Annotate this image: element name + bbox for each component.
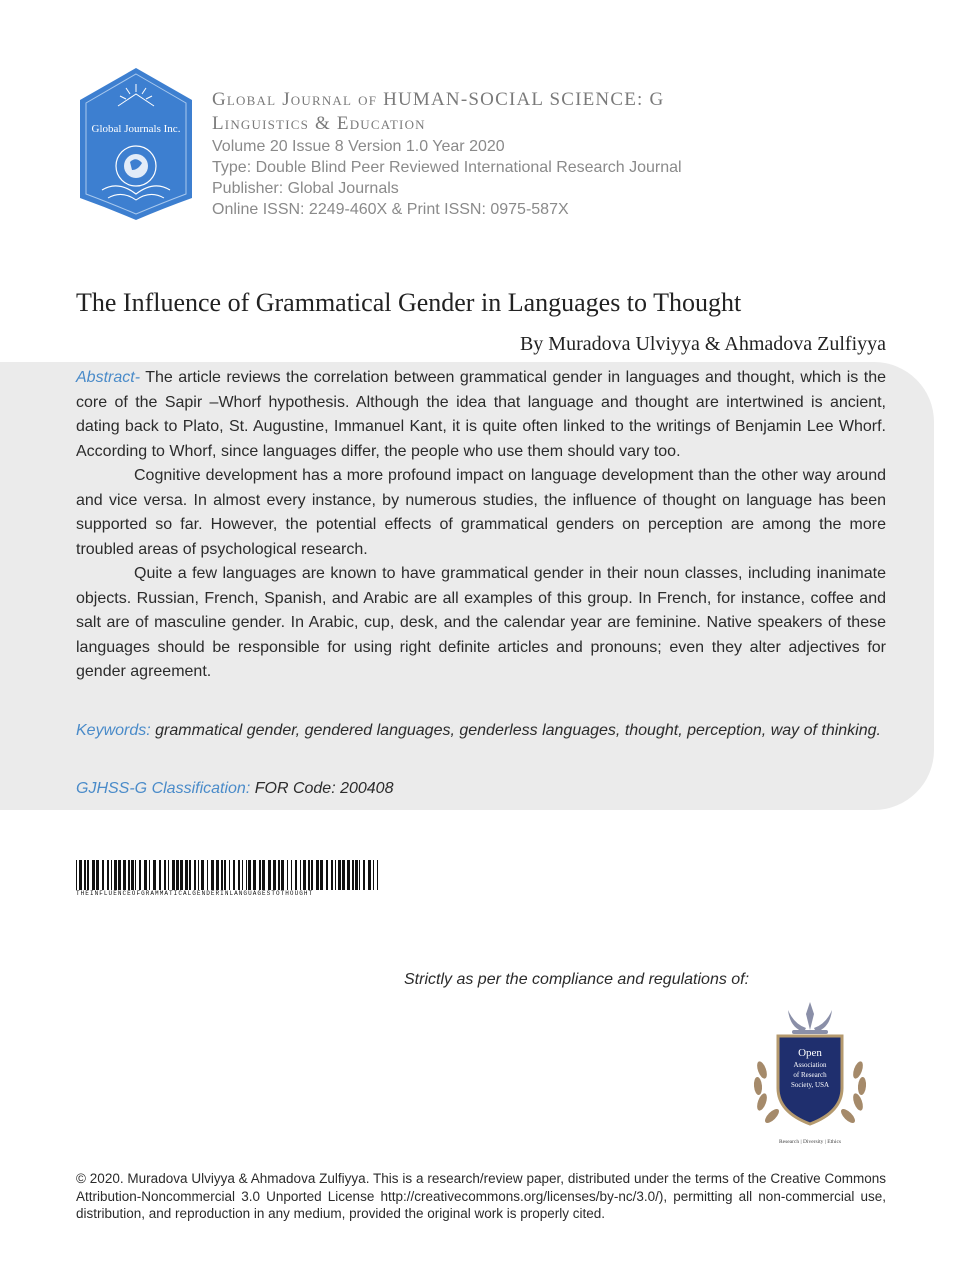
barcode-bar [338, 860, 341, 890]
abstract-paragraph-3: Quite a few languages are known to have grammatical gender in their noun classes, including inanimate objects. Russian, French, Spanish, and Arabic are all examples of this group. In French, for instance, coffee and salt are of masculine gender. In Arabic, cup, desk, and the calendar year are feminine. Native speakers of these languages should be responsible for using right definite articles and pronouns; even they alter adjectives for gender agreement. [76, 565, 886, 680]
barcode-bar [233, 860, 235, 890]
barcode-bar [359, 860, 360, 890]
license-statement: © 2020. Muradova Ulviyya & Ahmadova Zulfiyya. This is a research/review paper, distributed under the terms of the Creative Commons Attribution-Noncommercial 3.0 Unported License http://creativecommons.org/licenses/by-nc/3.0/), permitting all non-commercial use, distribution, and reproduction in any medium, provided the original work is properly cited. [76, 1171, 886, 1221]
barcode-bar [311, 860, 313, 890]
classification-text: FOR Code: 200408 [254, 780, 394, 797]
barcode-bar [242, 860, 243, 890]
barcode-bar [281, 860, 284, 890]
barcode-bar [102, 860, 104, 890]
oars-logo [748, 1000, 872, 1150]
barcode-bar [84, 860, 86, 890]
barcode-bar [189, 860, 191, 890]
journal-info [212, 88, 772, 220]
barcode-bar [128, 860, 130, 890]
barcode-bar [316, 860, 319, 890]
barcode-bar [118, 860, 121, 890]
barcode-bar [180, 860, 183, 890]
barcode-bar [253, 860, 256, 890]
barcode-bar [207, 860, 208, 890]
barcode-bar [76, 860, 77, 890]
barcode-bar [331, 860, 333, 890]
classification [76, 777, 393, 801]
barcode-bar [248, 860, 251, 890]
abstract-paragraph-2: Cognitive development has a more profound impact on language development than the other way around and vice versa. In almost every instance, by numerous studies, the influence of thought on language has been supported so far. However, the potential effects of grammatical genders on perception are among the more troubled areas of psychological research. [76, 467, 886, 558]
barcode-bar [194, 860, 196, 890]
barcode-bar [273, 860, 276, 890]
abstract-paragraph-1 [76, 366, 886, 464]
journal-volume: Volume 20 Issue 8 Version 1.0 Year 2020 [212, 138, 505, 155]
barcode-bar [176, 860, 179, 890]
svg-text:Open: Open [798, 1047, 822, 1059]
barcode-bar [159, 860, 161, 890]
keywords [76, 719, 886, 743]
keywords-label: Keywords: [76, 722, 151, 739]
barcode-bar [342, 860, 345, 890]
barcode-bar [363, 860, 365, 890]
barcode-bar [368, 860, 371, 890]
barcode-bar [79, 860, 82, 890]
barcode-bar [224, 860, 226, 890]
barcode-bar [153, 860, 156, 890]
barcode-bar [259, 860, 261, 890]
barcode-bar [320, 860, 323, 890]
barcode-bar [92, 860, 95, 890]
barcode-bar [335, 860, 336, 890]
barcode-bar [185, 860, 188, 890]
barcode [76, 860, 378, 890]
abstract-text-1: The article reviews the correlation between grammatical gender in languages and thought, which is the core of the Sapir –Whorf hypothesis. Although the idea that language and thought are intertwined is ancient, dating back to Plato, St. Augustine, Immanuel Kant, it is quite often linked to the writings of Benjamin Lee Whorf. According to Whorf, since languages differ, the people who use them should vary too. [76, 369, 886, 460]
barcode-bar [123, 860, 126, 890]
barcode-bar [149, 860, 150, 890]
svg-text:of Research: of Research [793, 1071, 827, 1079]
journal-issn: Online ISSN: 2249-460X & Print ISSN: 0975-587X [212, 201, 569, 218]
barcode-bar [144, 860, 147, 890]
barcode-bar [262, 860, 265, 890]
barcode-text: THEINFLUENCEOFGRAMMATICALGENDERINLANGUAGESTOTHOUGHT [76, 890, 314, 897]
classification-label: GJHSS-G Classification: [76, 780, 251, 797]
journal-name: Global Journal of HUMAN-SOCIAL SCIENCE: G [212, 89, 665, 110]
journal-type: Type: Double Blind Peer Reviewed International Research Journal [212, 159, 682, 176]
svg-text:Association: Association [793, 1061, 827, 1069]
barcode-bar [300, 860, 301, 890]
barcode-bar [164, 860, 166, 890]
barcode-bar [201, 860, 204, 890]
barcode-bar [216, 860, 219, 890]
journal-publisher: Publisher: Global Journals [212, 180, 399, 197]
barcode-bar [107, 860, 109, 890]
paper-authors: By Muradova Ulviyya & Ahmadova Zulfiyya [519, 333, 886, 355]
compliance-statement: Strictly as per the compliance and regulations of: [404, 971, 750, 988]
barcode-bar [295, 860, 297, 890]
barcode-bar [168, 860, 169, 890]
barcode-bar [135, 860, 136, 890]
barcode-bar [131, 860, 134, 890]
global-journals-logo [78, 66, 194, 222]
barcode-bar [287, 860, 288, 890]
barcode-bar [229, 860, 230, 890]
barcode-bar [246, 860, 247, 890]
svg-text:Research | Diversity | Ethics: Research | Diversity | Ethics [778, 1139, 842, 1145]
barcode-bar [355, 860, 358, 890]
barcode-bar [111, 860, 112, 890]
journal-section: Linguistics & Education [212, 113, 426, 134]
barcode-bar [114, 860, 117, 890]
abstract-label: Abstract- [76, 369, 141, 386]
barcode-bar [198, 860, 199, 890]
barcode-bar [87, 860, 89, 890]
barcode-bar [352, 860, 354, 890]
svg-text:Society, USA: Society, USA [790, 1081, 830, 1089]
barcode-bar [211, 860, 214, 890]
barcode-bar [303, 860, 306, 890]
barcode-bar [291, 860, 292, 890]
barcode-bar [238, 860, 240, 890]
barcode-bar [268, 860, 271, 890]
barcode-bar [347, 860, 350, 890]
keywords-text: grammatical gender, gendered languages, genderless languages, thought, perception, way of thinking. [155, 722, 881, 739]
barcode-bar [373, 860, 374, 890]
barcode-bar [308, 860, 310, 890]
barcode-bar [278, 860, 280, 890]
barcode-bar [96, 860, 99, 890]
paper-title: The Influence of Grammatical Gender in Languages to Thought [76, 288, 742, 317]
barcode-bar [221, 860, 223, 890]
barcode-bar [326, 860, 328, 890]
svg-text:Global Journals Inc.: Global Journals Inc. [91, 123, 181, 135]
barcode-bar [139, 860, 141, 890]
barcode-bar [172, 860, 175, 890]
abstract [76, 366, 886, 685]
barcode-bar [377, 860, 378, 890]
